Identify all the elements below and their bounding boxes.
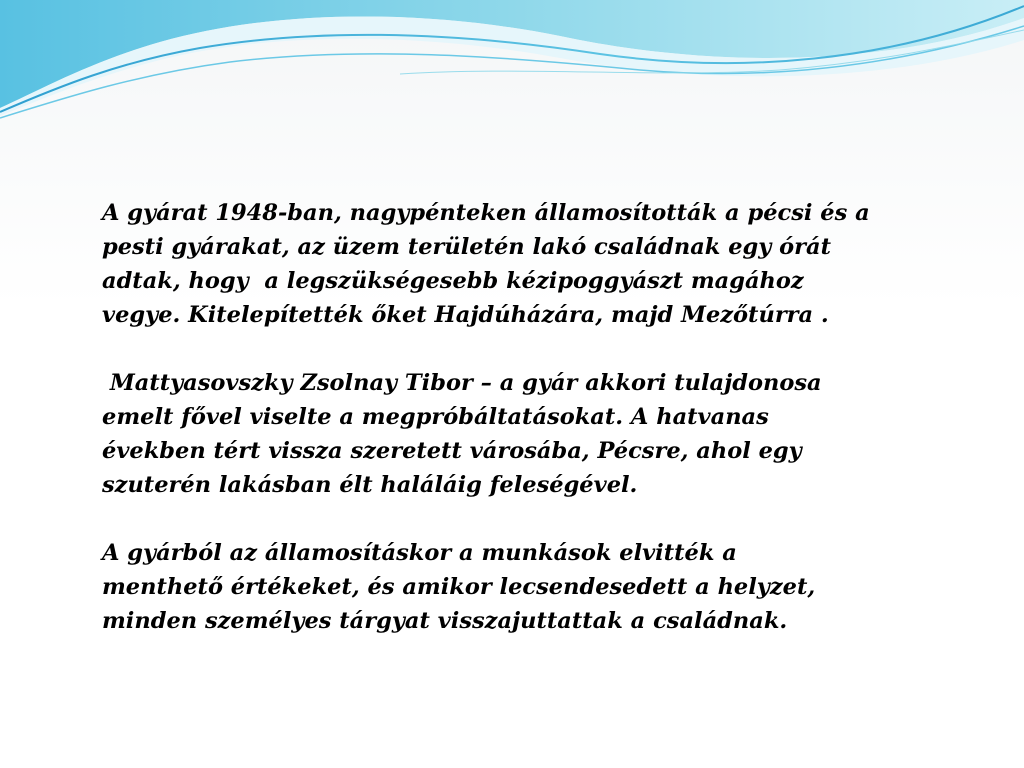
paragraph-1 (102, 196, 922, 332)
paragraph-line: minden személyes tárgyat visszajuttattak a családnak. (102, 608, 788, 634)
paragraph-line: években tért vissza szeretett városába, Pécsre, ahol egy (102, 438, 802, 464)
paragraph-line: Mattyasovszky Zsolnay Tibor – a gyár akkori tulajdonosa (102, 370, 822, 396)
paragraph-line: szuterén lakásban élt haláláig feleségével. (102, 472, 638, 498)
paragraph-line: adtak, hogy a legszükségesebb kézipoggyászt magához (102, 268, 804, 294)
paragraph-3 (102, 536, 922, 638)
slide-text-body (102, 196, 922, 672)
paragraph-line: emelt fővel viselte a megpróbáltatásokat. A hatvanas (102, 404, 769, 430)
paragraph-line: menthető értékeket, és amikor lecsendesedett a helyzet, (102, 574, 816, 600)
paragraph-line: vegye. Kitelepítették őket Hajdúházára, majd Mezőtúrra . (102, 302, 829, 328)
paragraph-line: A gyárból az államosításkor a munkások elvitték a (102, 540, 737, 566)
paragraph-2 (102, 366, 922, 502)
paragraph-line: A gyárat 1948-ban, nagypénteken államosították a pécsi és a (102, 200, 870, 226)
paragraph-line: pesti gyárakat, az üzem területén lakó családnak egy órát (102, 234, 832, 260)
decorative-wave-header (0, 0, 1024, 130)
